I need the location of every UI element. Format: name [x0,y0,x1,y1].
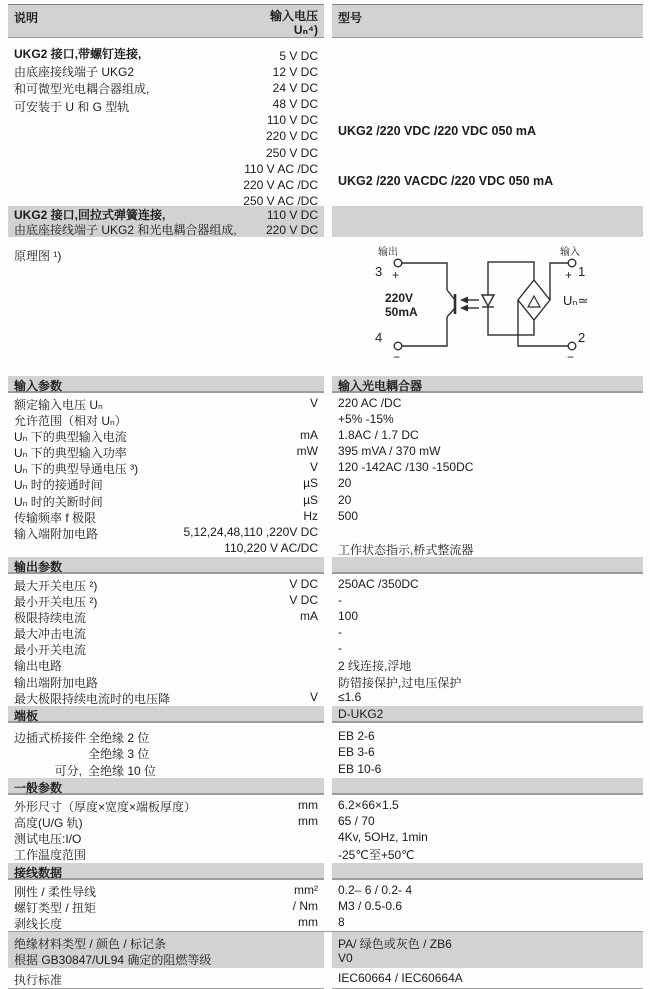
col-header-model: 型号 [338,11,363,25]
spec-unit: µS [303,492,318,507]
spec-label: 高度(U/G 轨) [14,816,83,831]
voltage-item: 12 V DC [272,65,318,80]
diagram-output-label: 输出 [378,247,398,258]
voltage-item: 220 V AC /DC [243,177,318,192]
spec-unit: V DC [289,576,318,591]
diagram-un-label: Uₙ≃ [563,293,589,308]
spec-row [8,729,650,746]
spec-row [8,396,650,412]
spec-row [8,935,643,951]
diagram-pin2: 2 [578,330,586,345]
spec-row [8,444,650,460]
spec-unit: 5,12,24,48,110 ,220V DC [183,524,318,539]
output-params-rows [8,574,650,706]
spec-value: EB 3-6 [338,745,375,760]
voltage-item: 110 V DC [266,113,318,128]
spec-row [8,428,650,444]
spec-value: EB 10-6 [338,761,382,776]
spec-row [8,541,650,557]
spec-value: 0.2– 6 / 0.2- 4 [338,882,413,897]
spec-row [8,657,650,673]
spring-right-band [332,206,643,237]
spec-label: Uₙ 时的接通时间 [14,478,103,493]
section-title-right: 输入光电耦合器 [332,376,643,393]
spring-desc-line1: UKG2 接口,回拉式弹簧连接, [14,208,166,222]
spec-value: - [338,641,342,656]
spec-label: 极限持续电流 [14,611,87,626]
standard-row [8,971,650,987]
spec-value: 1.8AC / 1.7 DC [338,428,419,443]
material-rows [8,935,643,967]
spec-value: - [338,625,342,640]
spec-unit: / Nm [292,898,318,913]
spring-voltage-2: 220 V DC [265,222,318,237]
spec-row [8,814,650,830]
diagram-input-label: 输入 [560,247,580,258]
spec-value: 100 [338,609,359,624]
description-line: UKG2 接口,带螺钉连接, [14,47,142,61]
spec-label: 螺钉类型 / 扭矩 [14,900,97,915]
spec-value: 8 [338,914,345,929]
spec-label: 输出电路 [14,659,63,674]
spring-left-band [8,206,324,237]
spec-label: Uₙ 时的关断时间 [14,494,103,509]
spec-row [8,593,650,609]
spec-label: 边插式桥接件 [14,730,87,745]
spec-value: 4Kv, 5OHz, 1min [338,830,428,845]
spec-label: 允许范围（相对 Uₙ） [14,414,127,429]
section-title: 接线数据 [8,863,324,880]
spec-row [8,674,650,690]
section-header-input-params [8,376,650,393]
spring-voltage-1: 110 V DC [266,208,318,222]
spec-unit: 110,220 V AC/DC [224,540,318,555]
section-title-right [332,863,643,880]
spec-row [8,745,650,762]
standard-label: 执行标准 [14,972,63,987]
diagram-rating-current: 50mA [385,305,418,319]
spec-row [8,846,650,862]
spring-connection-block [8,206,650,237]
spec-row [8,899,650,915]
diagram-pin4: 4 [375,330,383,345]
section-title-right: D-UKG2 [332,706,643,723]
optocoupler-circuit-diagram [350,239,650,374]
spec-value: 120 -142AC /130 -150DC [338,460,474,475]
col-header-input-voltage [270,9,318,37]
spec-row [8,509,650,525]
description-line: 可安装于 U 和 G 型轨 [14,99,130,114]
spec-label: 最大开关电压 ²) [14,578,98,593]
spec-label-prefix: 可分, [54,763,82,778]
spec-row [8,609,650,625]
general-params-rows [8,795,650,862]
description-line: 由底座接线端子 UKG2 [14,64,135,79]
spec-row [8,525,650,541]
spring-desc-line2: 由底座接线端子 UKG2 和光电耦合器组成, [14,222,237,237]
schematic-label: 原理图 ¹) [14,249,62,263]
material-block [8,931,643,968]
spec-unit: µS [303,476,318,491]
spec-unit: V [309,396,318,410]
col-header-input-voltage-line1: 输入电压 [269,9,318,23]
section-title: 输出参数 [8,557,324,574]
spec-value: -25℃至+50℃ [338,848,415,863]
diagram-pin3: 3 [375,264,383,279]
spec-value: 250AC /350DC [338,576,419,591]
model-number-1: UKG2 /220 VDC /220 VDC 050 mA [338,124,537,138]
spec-value: PA/ 绿色或灰色 / ZB6 [338,936,452,951]
spec-unit: V [309,689,318,704]
spec-label: Uₙ 下的典型输入电流 [14,430,127,445]
spec-unit: mW [296,444,318,459]
diagram-pin3-polarity: + [392,268,400,282]
spec-label: 最小开关电流 [14,643,87,658]
spec-label: 额定输入电压 Uₙ [14,398,103,412]
spec-label: Uₙ 下的典型输入功率 [14,446,127,461]
spec-sublabel: 全绝缘 10 位 [88,763,157,778]
voltage-item: 250 V AC /DC [243,193,318,208]
diagram-pin1-polarity: + [565,268,573,282]
endplate-rows [8,723,650,779]
section-title: 一般参数 [8,778,324,795]
spec-row [8,577,650,593]
voltage-item: 250 V DC [265,145,318,160]
col-header-input-voltage-line2: Uₙ⁴) [293,23,318,37]
spec-unit: V DC [289,593,318,608]
spec-value: 220 AC /DC [338,396,402,410]
col-header-description: 说明 [14,11,39,25]
spec-value: M3 / 0.5-0.6 [338,898,403,913]
spec-value: 500 [338,508,359,523]
spec-label: 传输频率 f 极限 [14,510,97,525]
spring-row [14,223,318,238]
input-params-rows [8,393,650,557]
spec-label: 最大极限持续电流时的电压降 [14,691,171,706]
spec-row [8,798,650,814]
spec-row [8,412,650,428]
spec-label: 剥线长度 [14,916,63,931]
spec-row [8,460,650,476]
spec-value: V0 [338,950,353,965]
spring-row [14,208,318,223]
spec-value: ≤1.6 [338,689,362,704]
voltage-item: 220 V DC [265,129,318,144]
voltage-item: 5 V DC [279,49,318,63]
spec-label: 最小开关电压 ²) [14,595,98,610]
spec-row [8,830,650,846]
spec-sublabel: 全绝缘 2 位 [88,730,150,745]
spec-unit: Hz [303,508,318,523]
spec-row [8,883,650,899]
spec-row [8,476,650,492]
spec-unit: V [309,460,318,475]
section-header-general-params [8,778,650,795]
spec-value: 防错接保护,过电压保护 [338,675,462,690]
spec-unit: mm [298,914,318,929]
spec-label: 测试电压:I/O [14,832,82,847]
voltage-item: 110 V AC /DC [244,161,318,176]
spec-sublabel: 全绝缘 3 位 [88,747,150,762]
spec-value: 工作状态指示,桥式整流器 [338,542,474,557]
description-line: 和可微型光电耦合器组成, [14,82,150,96]
spec-label: 输出端附加电路 [14,675,99,690]
section-title: 输入参数 [8,376,324,393]
diagram-pin1: 1 [578,264,586,279]
spec-label: 输入端附加电路 [14,526,99,541]
spec-value: - [338,593,342,608]
spec-value: 65 / 70 [338,814,375,829]
spec-row [8,690,650,706]
section-title: 端板 [8,706,324,723]
spec-label: Uₙ 下的典型导通电压 ³) [14,462,139,477]
table-header [8,4,650,38]
section-header-output-params [8,557,650,574]
spec-label: 刚性 / 柔性导线 [14,884,97,899]
voltage-list [8,48,318,209]
section-header-wiring-data [8,863,650,880]
spec-label: 绝缘材料类型 / 颜色 / 标记条 [14,936,167,951]
spec-value: EB 2-6 [338,728,375,743]
section-title-right [332,778,643,795]
voltage-item: 48 V DC [272,97,318,112]
spec-label: 工作温度范围 [14,848,87,863]
spec-unit: mA [300,609,318,624]
wiring-data-rows [8,880,650,931]
diagram-rating-voltage: 220V [385,291,414,305]
spec-label: 最大冲击电流 [14,627,87,642]
section-header-endplate [8,706,650,723]
standard-value: IEC60664 / IEC60664A [338,970,463,985]
spec-unit: mm [298,798,318,813]
spec-label: 根据 GB30847/UL94 确定的阻燃等级 [14,952,212,967]
spec-value: 395 mVA / 370 mW [338,444,441,459]
spec-row [8,951,643,967]
voltage-item: 24 V DC [272,81,318,96]
header-right-band [332,4,643,38]
spec-row [8,625,650,641]
spec-row [8,493,650,509]
spec-row [8,915,650,931]
spec-value: 20 [338,492,352,507]
spec-value: +5% -15% [338,412,394,427]
spec-unit: mm² [294,882,318,897]
model-number-2: UKG2 /220 VACDC /220 VDC 050 mA [338,174,554,188]
spec-row [8,641,650,657]
screw-connection-block [0,38,650,206]
section-title-right [332,557,643,574]
spec-label: 外形尺寸（厚度×宽度×端板厚度） [14,800,197,815]
header-left-band [8,4,324,38]
spec-row [8,762,650,779]
spec-unit: mm [298,814,318,829]
spec-value: 20 [338,476,352,491]
spec-unit: mA [300,428,318,443]
schematic-section [0,237,650,376]
diagram-pin4-polarity: − [393,350,401,364]
spec-value: 6.2×66×1.5 [338,798,399,813]
spec-value: 2 线连接,浮地 [338,659,412,674]
diagram-pin2-polarity: − [567,350,575,364]
